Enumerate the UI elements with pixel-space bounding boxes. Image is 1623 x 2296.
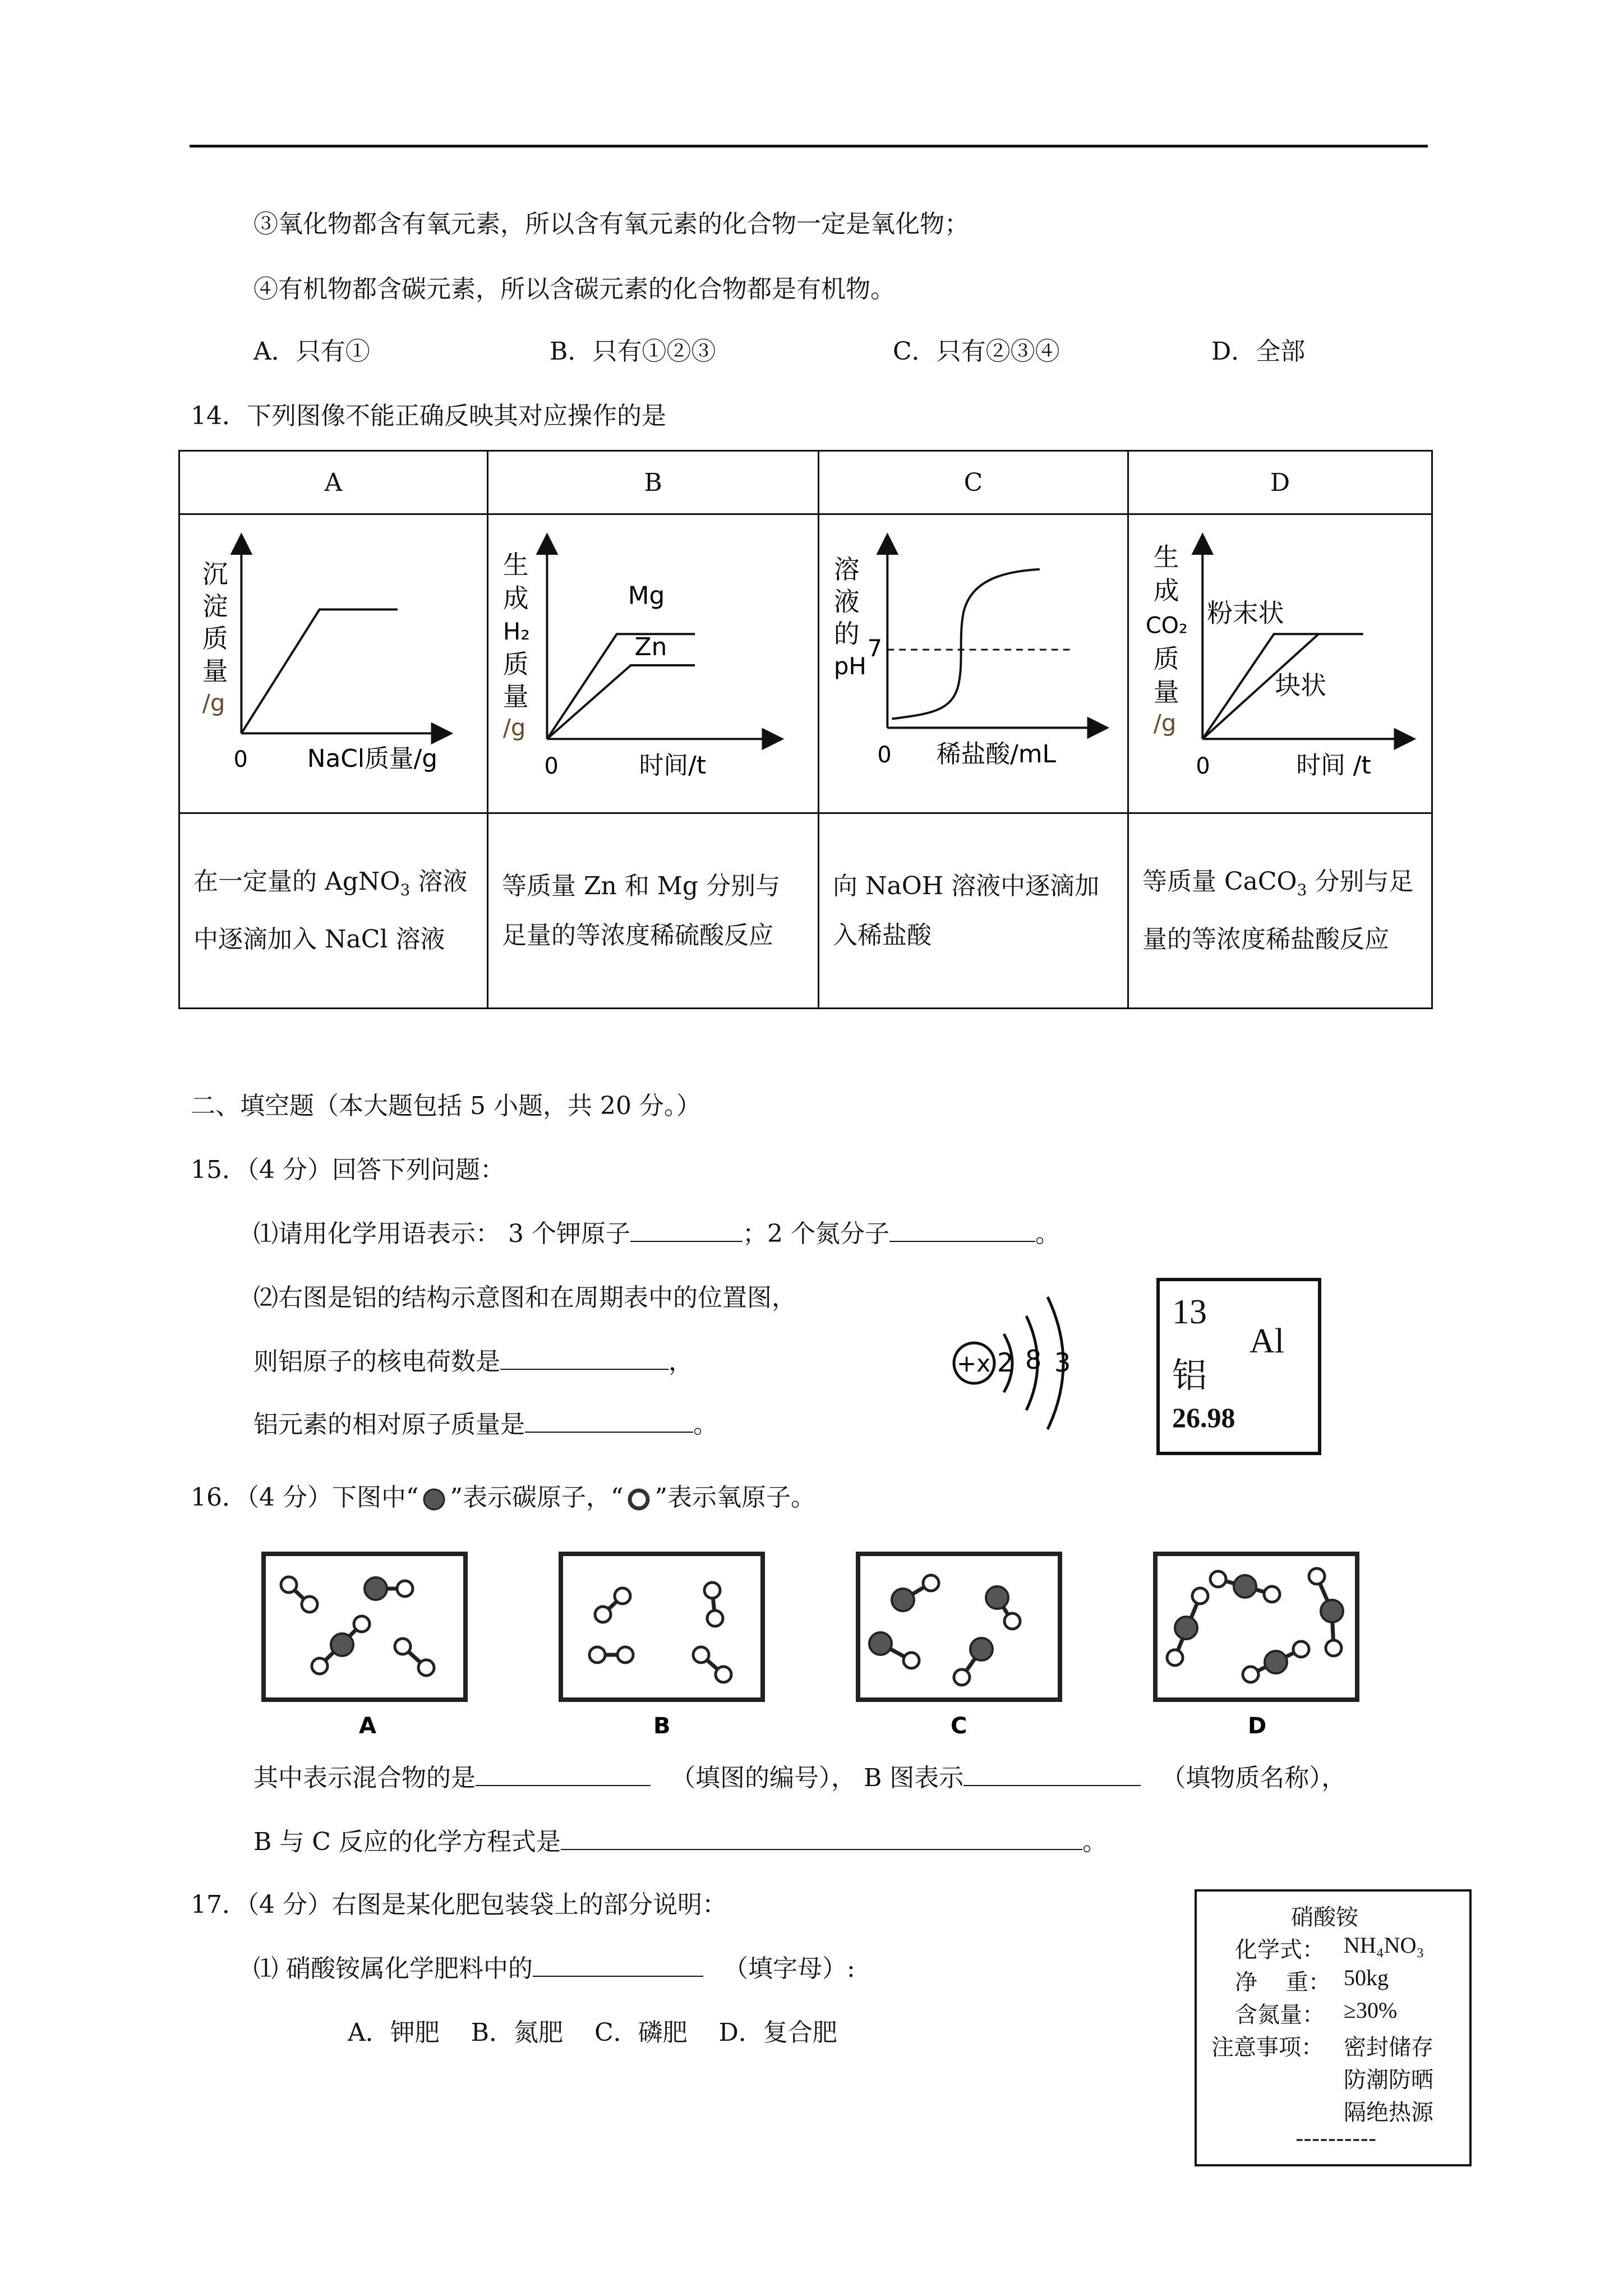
y-label-2: 成 — [502, 583, 529, 614]
element-symbol: Al — [1249, 1322, 1284, 1360]
y-label-3: H₂ — [502, 618, 531, 646]
aluminum-atom-diagram — [942, 1279, 1110, 1447]
y-label-4: 质 — [502, 649, 529, 679]
q13-item-4: ④有机物都含碳元素，所以含碳元素的化合物都是有机物。 — [253, 275, 895, 303]
q14-table — [178, 450, 1433, 1009]
table-header-b: B — [488, 451, 819, 514]
element-name: 铝 — [1172, 1355, 1207, 1396]
graph-a — [179, 514, 488, 813]
y-label-2: 液 — [833, 587, 860, 617]
q14-stem: 14．下列图像不能正确反映其对应操作的是 — [191, 402, 666, 430]
zn-line — [547, 665, 695, 739]
molecule-box-b — [561, 1554, 763, 1700]
q15-stem: 15．（4 分）回答下列问题： — [191, 1156, 505, 1184]
y-label-2: 淀 — [202, 591, 228, 622]
origin-label: 0 — [877, 742, 892, 769]
y-label-5: 量 — [1153, 677, 1179, 707]
q13-option-a: A．只有① — [253, 337, 370, 366]
fertilizer-label — [1195, 1889, 1472, 2166]
x-label: 稀盐酸/mL — [936, 740, 1056, 769]
graph-a-svg — [180, 515, 487, 812]
series-label-zn: Zn — [634, 633, 667, 662]
answer-blank-fertilizer[interactable] — [533, 1953, 703, 1977]
q15-part2-charge: 则铝原子的核电荷数是 ， — [253, 1347, 693, 1376]
origin-label: 0 — [544, 753, 559, 779]
molecule-box-a — [264, 1554, 465, 1700]
q15-part2: ⑵右图是铝的结构示意图和在周期表中的位置图， — [253, 1283, 796, 1312]
label-title: 硝酸铵 — [1291, 1904, 1358, 1930]
y-label-3: 的 — [833, 619, 860, 650]
y-label-3: CO₂ — [1145, 613, 1188, 639]
y-label-4: 量 — [202, 656, 228, 686]
y-label-1: 生 — [502, 550, 529, 580]
y-label-4: 质 — [1153, 643, 1179, 674]
graph-d — [1128, 514, 1432, 813]
section-2-title: 二、填空题（本大题包括 5 小题，共 20 分。） — [191, 1092, 701, 1120]
y-label-unit: /g — [1153, 709, 1177, 737]
desc-c: 向 NaOH 溶液中逐滴加入稀盐酸 — [819, 813, 1128, 1009]
ph-curve — [892, 569, 1040, 719]
q17-part1: ⑴ 硝酸铵属化学肥料中的 （填字母）: — [253, 1954, 855, 1983]
answer-blank-nitrogen[interactable] — [889, 1218, 1035, 1242]
origin-label: 0 — [1196, 753, 1210, 779]
q13-option-d: D．全部 — [1211, 337, 1306, 366]
q15-part1: ⑴请用化学用语表示： 3 个钾原子 ；2 个氮分子 。 — [253, 1220, 1060, 1248]
table-header-c: C — [819, 451, 1128, 514]
y-label-2: 成 — [1153, 576, 1179, 606]
answer-blank-substance[interactable] — [963, 1763, 1141, 1786]
q16-stem: 16．（4 分）下图中“ ”表示碳原子，“ ”表示氧原子。 — [191, 1483, 815, 1512]
box-label-c: C — [951, 1713, 967, 1739]
q13-option-c: C．只有②③④ — [893, 337, 1060, 366]
answer-blank-equation[interactable] — [561, 1826, 1082, 1850]
atomic-number: 13 — [1172, 1293, 1207, 1331]
box-label-b: B — [653, 1713, 671, 1739]
y-label-4: pH — [833, 652, 866, 680]
q16-line-1: 其中表示混合物的是 （填图的编号）， B 图表示 （填物质名称）， — [253, 1764, 1347, 1792]
mg-line — [547, 634, 695, 739]
answer-blank-mixture[interactable] — [476, 1763, 651, 1786]
y-label-1: 生 — [1153, 542, 1179, 572]
table-header-a: A — [179, 451, 488, 514]
label-note-2: 防潮防晒 — [1344, 2067, 1433, 2093]
x-label: 时间/t — [639, 751, 707, 780]
q17-options: A．钾肥 B．氮肥 C．磷肥 D．复合肥 — [348, 2018, 837, 2047]
q16-line-2: B 与 C 反应的化学方程式是 。 — [253, 1828, 1107, 1856]
graph-b-svg — [488, 515, 818, 812]
y-label-unit: /g — [202, 689, 225, 717]
q15-part2-mass: 铝元素的相对原子质量是 。 — [253, 1410, 718, 1439]
graph-c — [819, 514, 1128, 813]
label-note-key: 注意事项： — [1211, 2035, 1324, 2060]
oxygen-atom-icon — [623, 1487, 654, 1512]
periodic-element-cell — [1156, 1278, 1321, 1455]
y-label-1: 溶 — [833, 554, 860, 585]
label-note-3: 隔绝热源 — [1344, 2100, 1433, 2125]
desc-d: 等质量 CaCO$_3$ 分别与足量的等浓度稀盐酸反应 — [1128, 813, 1432, 1009]
label-formula-value: NH₄NO₃ — [1344, 1932, 1424, 1958]
series-label-mg: Mg — [628, 581, 665, 610]
shell-3-electrons: 3 — [1054, 1347, 1071, 1378]
graph-c-svg — [819, 515, 1127, 812]
label-nitrogen-value: ≥30% — [1344, 1998, 1398, 2023]
header-rule — [190, 145, 1428, 148]
graph-d-svg — [1129, 515, 1431, 812]
label-nitrogen-key: 含氮量： — [1235, 2002, 1325, 2028]
q17-stem: 17．（4 分）右图是某化肥包装袋上的部分说明： — [191, 1890, 727, 1919]
desc-b: 等质量 Zn 和 Mg 分别与足量的等浓度稀硫酸反应 — [488, 813, 819, 1009]
molecule-box-c — [858, 1554, 1060, 1700]
series-label-powder: 粉末状 — [1207, 598, 1284, 628]
q13-item-3: ③氧化物都含有氧元素，所以含有氧元素的化合物一定是氧化物； — [253, 210, 969, 238]
shell-1-electrons: 2 — [997, 1347, 1014, 1378]
table-header-d: D — [1128, 451, 1432, 514]
tick-7: 7 — [867, 634, 883, 662]
origin-label: 0 — [233, 746, 248, 772]
desc-a: 在一定量的 AgNO$_3$ 溶液中逐滴加入 NaCl 溶液 — [179, 813, 488, 1009]
graph-b — [488, 514, 819, 813]
box-label-a: A — [359, 1713, 376, 1739]
molecule-diagrams — [258, 1548, 1514, 1739]
x-label: 时间 /t — [1296, 751, 1371, 780]
y-label-5: 量 — [502, 682, 529, 712]
label-dashes: ---------- — [1295, 2126, 1377, 2152]
answer-blank-potassium[interactable] — [630, 1218, 743, 1242]
nucleus-label: +x — [957, 1350, 991, 1377]
q13-option-b: B．只有①②③ — [550, 337, 716, 366]
precipitate-curve — [241, 610, 397, 734]
carbon-atom-icon — [418, 1487, 450, 1512]
label-weight-value: 50kg — [1344, 1965, 1389, 1990]
label-note-1: 密封储存 — [1344, 2035, 1433, 2060]
label-formula-key: 化学式： — [1235, 1937, 1325, 1963]
x-label: NaCl质量/g — [307, 744, 438, 773]
label-weight-key: 净 重： — [1235, 1970, 1331, 1995]
shell-2-electrons: 8 — [1025, 1345, 1042, 1375]
box-label-d: D — [1248, 1713, 1267, 1739]
atomic-mass: 26.98 — [1172, 1402, 1235, 1433]
molecule-box-d — [1155, 1554, 1357, 1700]
answer-blank-mass[interactable] — [525, 1409, 693, 1433]
answer-blank-charge[interactable] — [500, 1346, 668, 1370]
y-label-3: 质 — [202, 624, 228, 654]
y-label-unit: /g — [502, 714, 526, 742]
y-label-1: 沉 — [202, 559, 228, 589]
series-label-lump: 块状 — [1275, 670, 1327, 701]
